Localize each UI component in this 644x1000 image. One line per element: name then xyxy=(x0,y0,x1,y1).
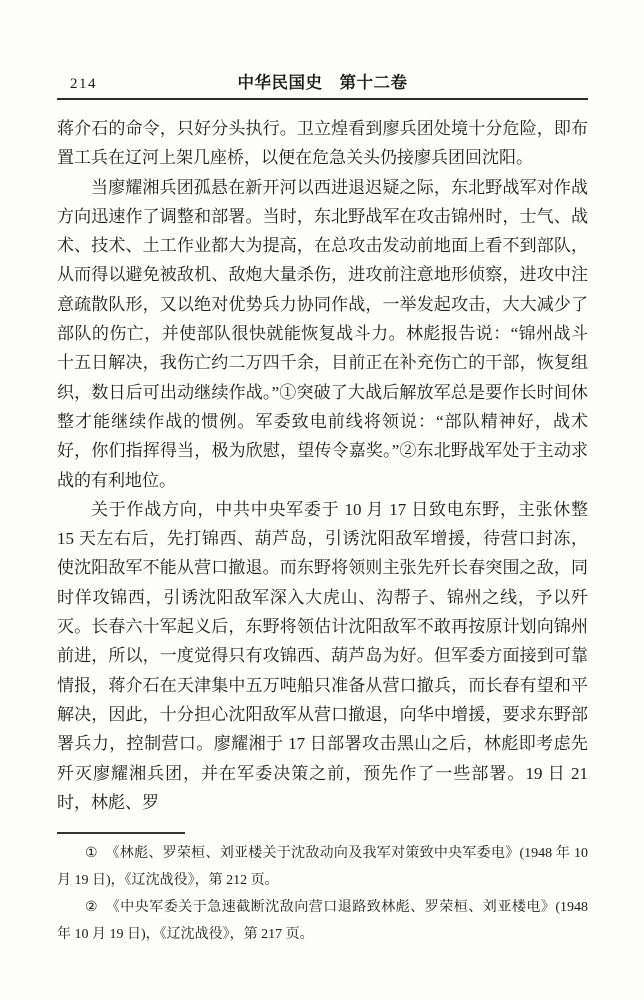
body-paragraph-3: 关于作战方向，中共中央军委于 10 月 17 日致电东野，主张休整 15 天左右后，先打锦西、葫芦岛，引诱沈阳敌军增援，待营口封冻，使沈阳敌军不能从营口撤退。而东野将领则主张先歼长春突围之敌，同时佯攻锦西，引诱沈阳敌军深入大虎山、沟帮子、锦州之线，予以歼灭。长春六十军起义后，东野将领估计沈阳敌军不敢再按原计划向锦州前进，所以，一度觉得只有攻锦西、葫芦岛为好。但军委方面接到可靠情报，蒋介石在天津集中五万吨船只准备从营口撤兵，而长春有望和平解决，因此，十分担心沈阳敌军从营口撤退，向华中增援，要求东野部署兵力，控制营口。廖耀湘于 17 日部署攻击黑山之后，林彪即考虑先歼灭廖耀湘兵团，并在军委决策之前，预先作了一些部署。19 日 21 时，林彪、罗 xyxy=(57,499,588,812)
body-text xyxy=(57,114,588,817)
running-title: 中华民国史 第十二卷 xyxy=(237,73,408,92)
footnote-marker-1: ① xyxy=(85,846,98,862)
body-paragraph-1: 蒋介石的命令，只好分头执行。卫立煌看到廖兵团处境十分危险，即布置工兵在辽河上架几座桥，以便在危急关头仍接廖兵团回沈阳。 xyxy=(57,119,588,168)
footnote-text-2: 《中央军委关于急速截断沈敌向营口退路致林彪、罗荣桓、刘亚楼电》(1948 年 10 月 19 日)，《辽沈战役》，第 217 页。 xyxy=(57,900,588,943)
footnotes-section xyxy=(57,840,588,948)
running-head xyxy=(57,0,588,100)
footnote-marker-2: ② xyxy=(85,900,99,916)
page-number: 214 xyxy=(70,76,97,92)
footnote-text-1: 《林彪、罗荣桓、刘亚楼关于沈敌动向及我军对策致中央军委电》(1948 年 10 月 19 日)，《辽沈战役》，第 212 页。 xyxy=(57,846,588,889)
footnote-separator xyxy=(57,832,185,834)
footnote-item-2 xyxy=(57,894,588,948)
footnote-item-1 xyxy=(57,840,588,894)
body-paragraph-2: 当廖耀湘兵团孤悬在新开河以西进退迟疑之际，东北野战军对作战方向迅速作了调整和部署。当时，东北野战军在攻击锦州时，士气、战术、技术、土工作业都大为提高，在总攻击发动前地面上看不到部队，从而得以避免被敌机、敌炮大量杀伤，进攻前注意地形侦察，进攻中注意疏散队形，又以绝对优势兵力协同作战，一举发起攻击，大大减少了部队的伤亡，并使部队很快就能恢复战斗力。林彪报告说：“锦州战斗十五日解决，我伤亡约二万四千余，目前正在补充伤亡的干部，恢复组织，数日后可出动继续作战。”①突破了大战后解放军总是要作长时间休整才能继续作战的惯例。军委致电前线将领说：“部队精神好，战术好，你们指挥得当，极为欣慰，望传令嘉奖。”②东北野战军处于主动求战的有利地位。 xyxy=(57,177,588,490)
page-content xyxy=(57,0,588,948)
